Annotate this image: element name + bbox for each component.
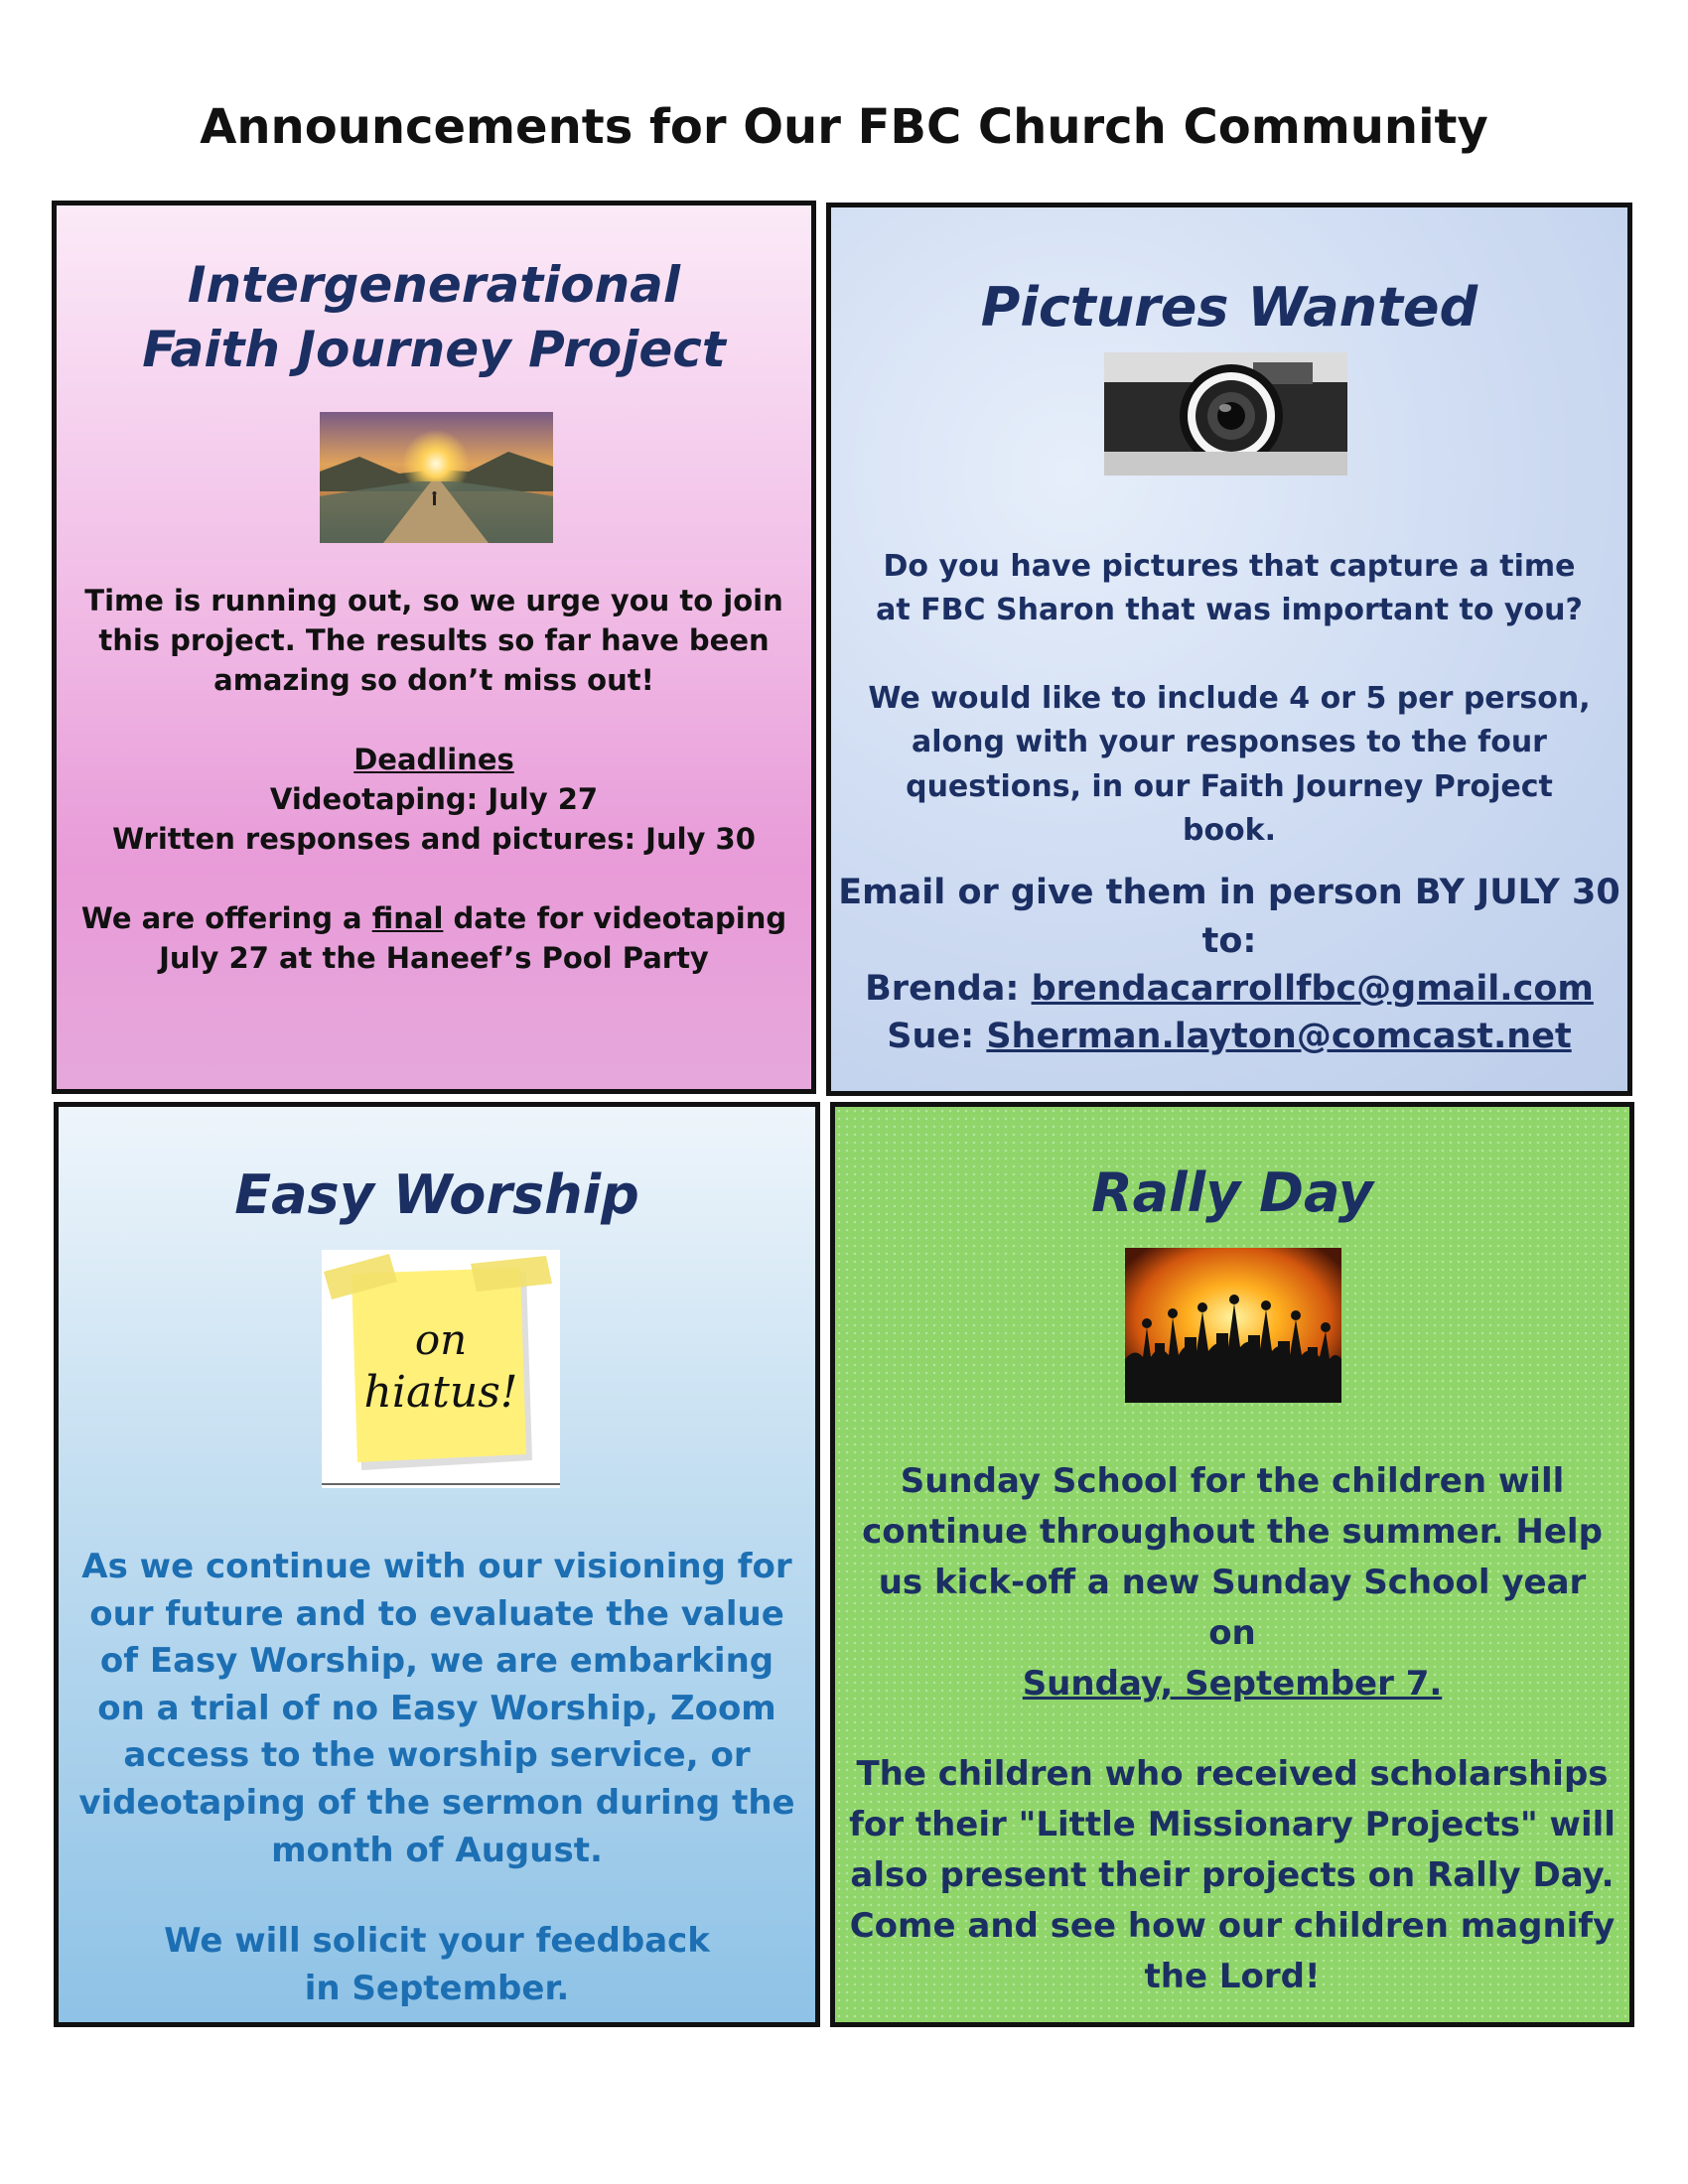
rally-day-panel xyxy=(830,1102,1634,2027)
easy-worship-feedback: We will solicit your feedback in September. xyxy=(164,1921,710,2008)
rally-day-body: Sunday School for the children will continue throughout the summer. Help us kick-off a new Sunday School year on xyxy=(862,1461,1603,1653)
sticky-note-line2: hiatus! xyxy=(363,1367,518,1418)
faith-journey-intro: Time is running out, so we urge you to join this project. The results so far have been amazing so don’t miss out! xyxy=(84,584,783,698)
deadlines-label: Deadlines xyxy=(353,743,514,777)
easy-worship-body: As we continue with our visioning for our future and to evaluate the value of Easy Worship, we are embarking on a trial of no Easy Worship, Zoom access to the worship service, or videotaping of the sermon during the month of August. xyxy=(78,1547,795,1870)
rally-day-heading: Rally Day xyxy=(1091,1161,1373,1224)
sticky-note-image xyxy=(322,1250,560,1488)
final-date-line2: July 27 at the Haneef’s Pool Party xyxy=(159,941,709,976)
rally-day-scholarships: The children who received scholarships for their "Little Missionary Projects" will also present their projects on Rally Day. Come and see how our children magnify the Lord! xyxy=(849,1754,1616,1996)
easy-worship-panel xyxy=(54,1102,820,2027)
rally-day-date: Sunday, September 7. xyxy=(1022,1664,1443,1704)
pictures-wanted-heading: Pictures Wanted xyxy=(980,276,1478,339)
final-word: final xyxy=(371,901,444,936)
email-intro: Email or give them in person BY JULY 30 to: xyxy=(838,873,1620,961)
celebration-silhouette-image xyxy=(1125,1248,1341,1403)
pictures-wanted-panel xyxy=(826,203,1632,1096)
faith-journey-heading-line2: Faith Journey Project xyxy=(142,321,726,378)
easy-worship-heading: Easy Worship xyxy=(234,1163,639,1226)
page-title: Announcements for Our FBC Church Community xyxy=(200,99,1488,155)
final-date-note xyxy=(57,898,811,938)
pictures-question: Do you have pictures that capture a time at FBC Sharon that was important to you? xyxy=(876,549,1583,628)
pictures-request: We would like to include 4 or 5 per person, along with your responses to the four questions, in our Faith Journey Project book. xyxy=(868,680,1591,848)
sue-email-link[interactable]: Sherman.layton@comcast.net xyxy=(986,1017,1572,1057)
contact-brenda-label: Brenda: xyxy=(865,968,1032,1009)
brenda-email-link[interactable]: brendacarrollfbc@gmail.com xyxy=(1031,968,1594,1009)
deadline-videotaping: Videotaping: July 27 xyxy=(269,782,599,817)
contact-brenda xyxy=(831,965,1627,1013)
sticky-note-line1: on xyxy=(414,1315,468,1364)
contact-sue-label: Sue: xyxy=(887,1017,987,1057)
deadline-written: Written responses and pictures: July 30 xyxy=(112,822,756,857)
final-suffix: date for videotaping xyxy=(443,901,787,936)
final-prefix: We are offering a xyxy=(80,901,372,936)
faith-journey-heading xyxy=(57,253,811,382)
faith-journey-panel xyxy=(52,201,816,1094)
camera-lens-image xyxy=(1104,352,1347,476)
faith-journey-heading-line1: Intergenerational xyxy=(187,256,681,314)
contact-sue xyxy=(831,1013,1627,1060)
sunrise-path-image xyxy=(320,412,553,543)
